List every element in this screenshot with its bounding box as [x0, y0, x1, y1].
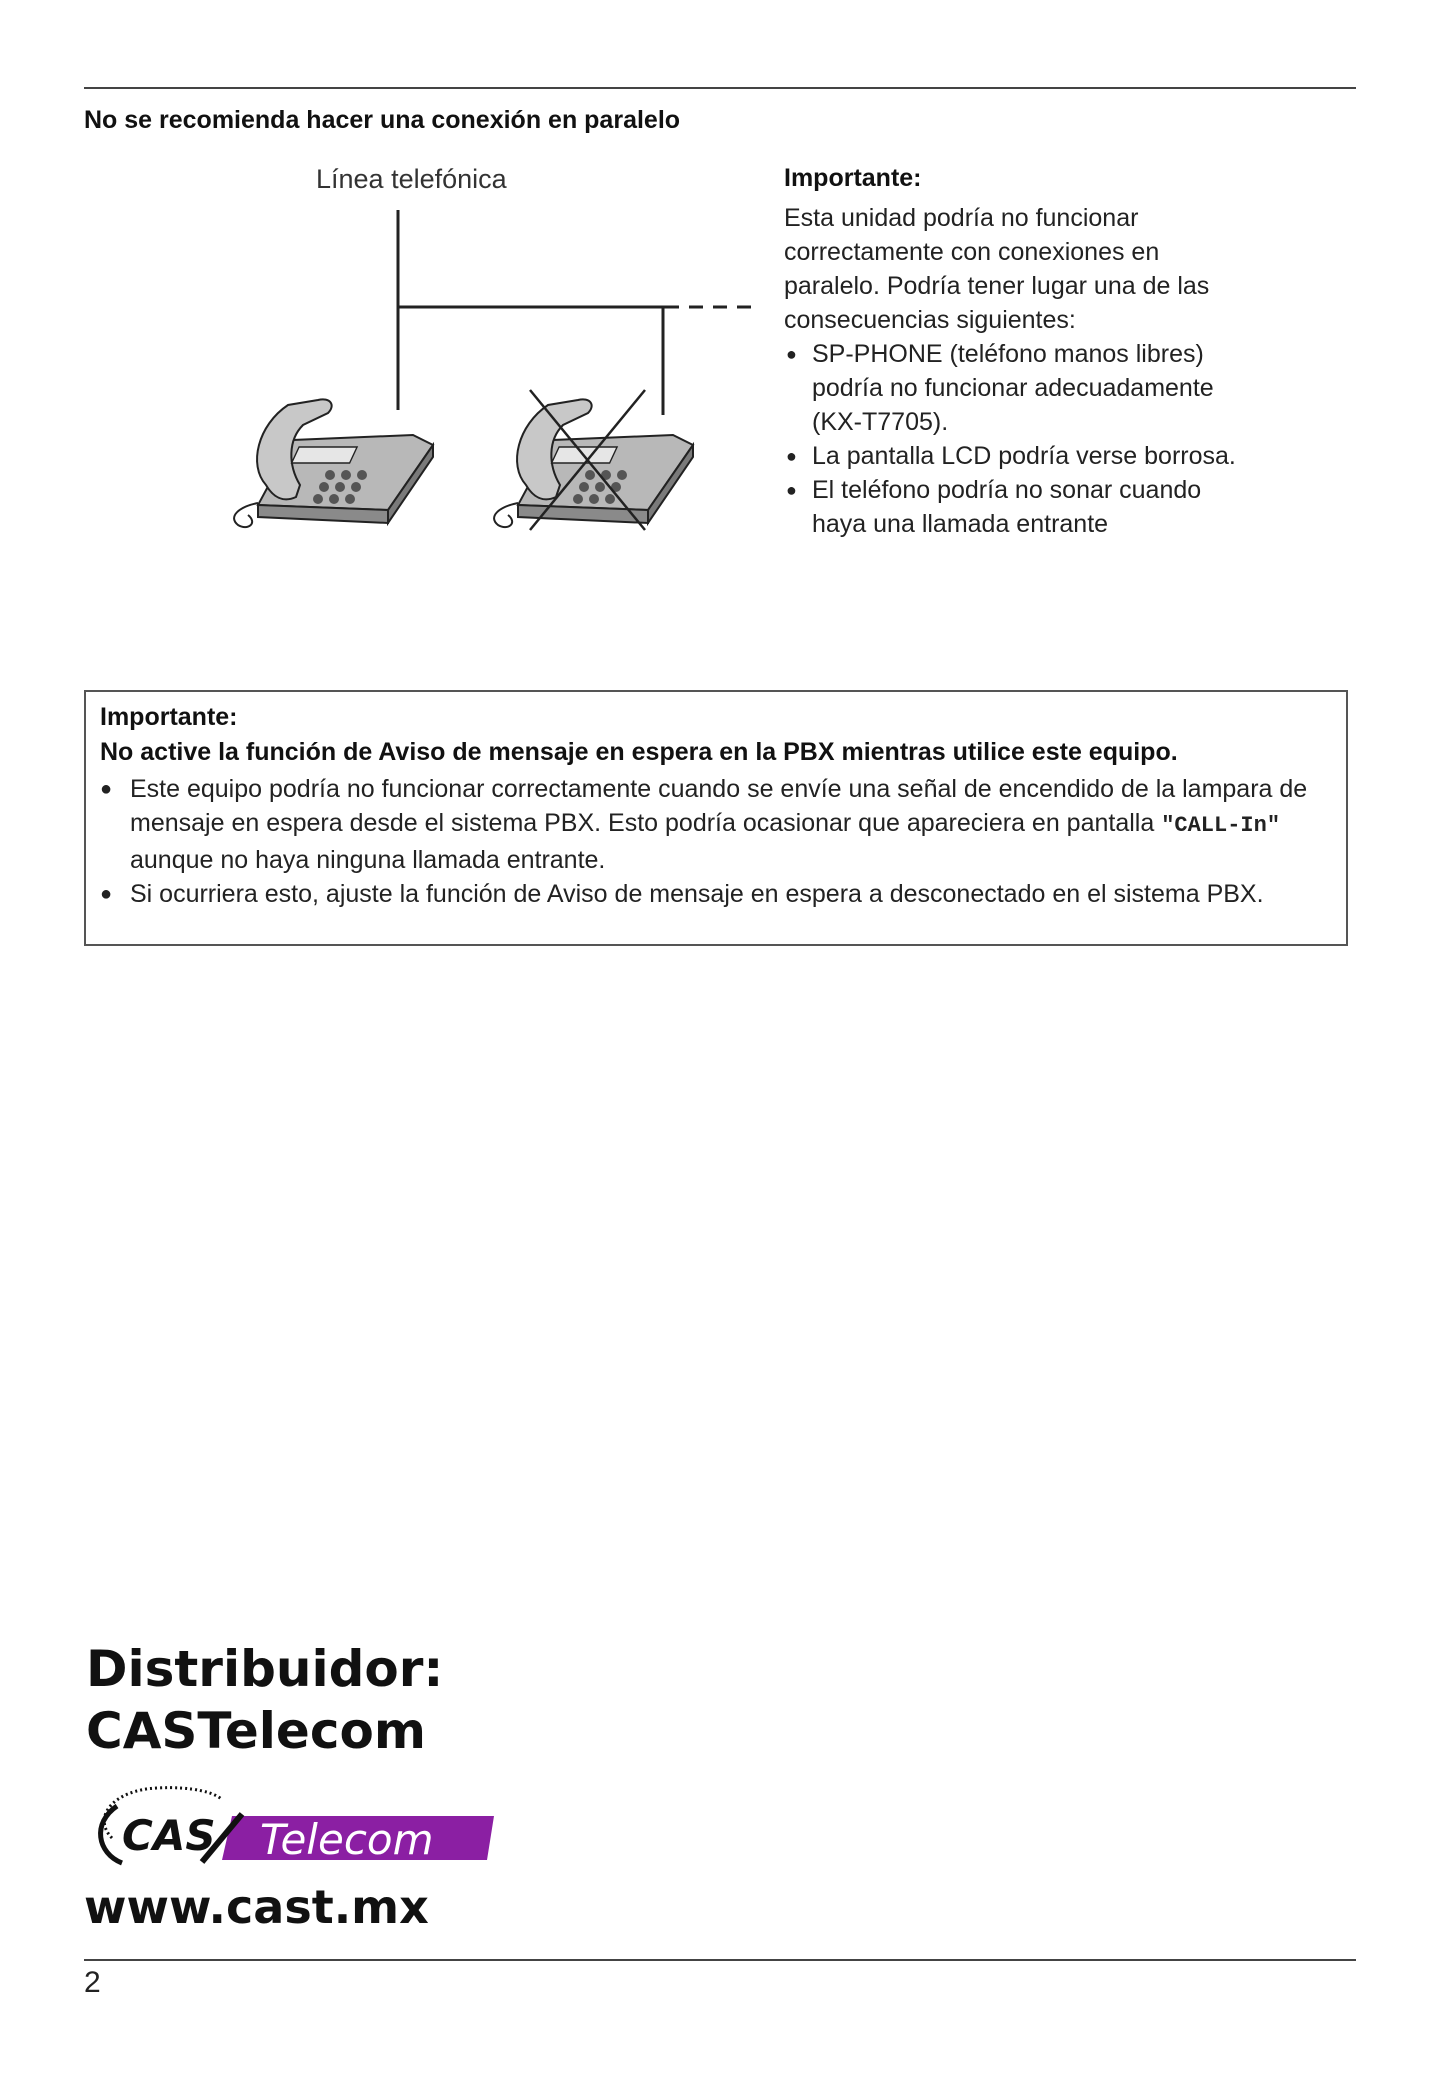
top-divider	[84, 87, 1356, 89]
telephone-icon	[494, 399, 693, 527]
distributor-company: CASTelecom	[86, 1702, 426, 1760]
important-notice-box	[84, 690, 1348, 946]
important-box-list	[100, 772, 1334, 911]
website-url[interactable]: www.cast.mx	[84, 1880, 429, 1934]
list-item	[100, 772, 1334, 877]
section-heading: No se recomienda hacer una conexión en paralelo	[84, 106, 681, 134]
castelecom-logo	[82, 1778, 502, 1878]
distributor-label: Distribuidor:	[86, 1640, 444, 1698]
list-item: ● Si ocurriera esto, ajuste la función de Aviso de mensaje en espera a desconectado en el sistema PBX.	[100, 877, 1334, 911]
telephone-icon	[234, 399, 433, 527]
logo-text-left: CAS	[122, 1811, 216, 1860]
list-item-text: aunque no haya ninguna llamada entrante.	[130, 846, 606, 874]
side-note-list	[784, 337, 1254, 541]
page-number: 2	[84, 1966, 101, 1999]
logo-text-right: Telecom	[260, 1815, 434, 1864]
display-code: "CALL-In"	[1161, 813, 1281, 838]
line-label: Línea telefónica	[316, 164, 507, 194]
side-note	[784, 164, 1254, 541]
bottom-divider	[84, 1959, 1356, 1961]
side-note-title: Importante:	[784, 164, 922, 192]
list-item: ● SP-PHONE (teléfono manos libres) podría no funcionar adecuadamente (KX-T7705).	[784, 337, 1254, 439]
list-item: ● La pantalla LCD podría verse borrosa.	[784, 439, 1254, 473]
list-item: ● El teléfono podría no sonar cuando haya una llamada entrante	[784, 473, 1254, 541]
parallel-connection-diagram	[200, 205, 770, 545]
list-item-text: Este equipo podría no funcionar correctamente cuando se envíe una señal de encendido de la lampara de mensaje en espera desde el sistema PBX. Esto podría ocasionar que apareciera en pantalla	[130, 775, 1308, 837]
important-box-title: Importante:	[100, 703, 238, 731]
important-box-warning: No active la función de Aviso de mensaje en espera en la PBX mientras utilice este equipo.	[100, 738, 1178, 766]
side-note-text: Esta unidad podría no funcionar correctamente con conexiones en paralelo. Podría tener lugar una de las consecuencias siguientes:	[784, 204, 1210, 334]
